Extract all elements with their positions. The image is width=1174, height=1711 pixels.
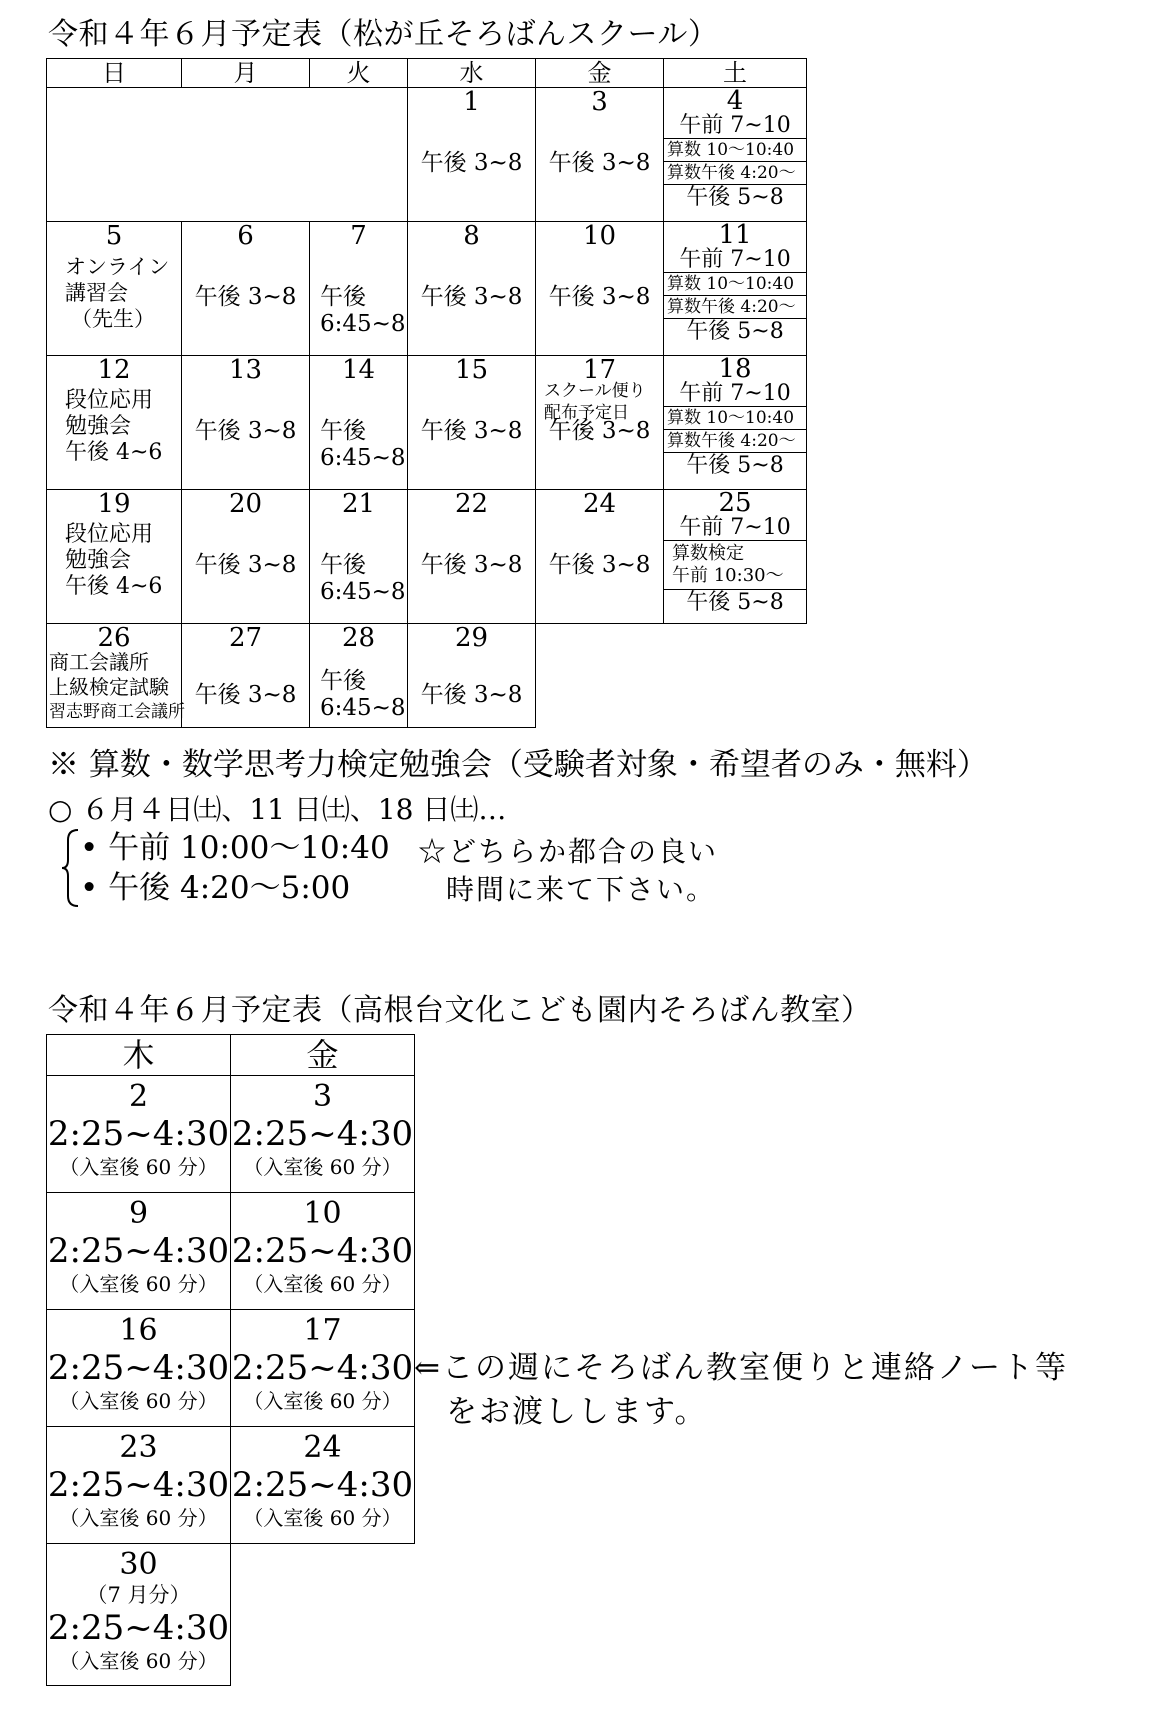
empty-cell (47, 88, 408, 222)
day-number: 1 (463, 87, 480, 117)
day-number: 3 (591, 87, 608, 117)
class-duration: （入室後 60 分） (243, 1272, 402, 1296)
day-hours: 午後 3~8 (194, 418, 297, 444)
class-time: 2:25~4:30 (231, 1348, 414, 1388)
hours-line: 午後 (320, 284, 366, 310)
day-cell (47, 623, 185, 728)
note-line: 午後 4~6 (65, 574, 163, 599)
note-line: オンライン (65, 255, 170, 279)
note-line: 午後 4~6 (65, 440, 163, 465)
kindergarten-calendar (46, 1034, 415, 1686)
day-hours: 午後 3~8 (548, 284, 651, 310)
day-cell (47, 490, 182, 624)
day-cell (182, 624, 310, 728)
day-hours: 午後 3~8 (548, 418, 651, 444)
day-cell (231, 1076, 415, 1193)
blank-cell (536, 624, 664, 728)
day-cell (182, 222, 310, 356)
hours-line: 6:45~8 (320, 445, 406, 471)
sat-math-am: 算数 10～10:40 (664, 272, 806, 295)
note-line: 商工会議所 (49, 650, 149, 674)
class-time: 2:25~4:30 (47, 1114, 230, 1154)
class-time: 2:25~4:30 (47, 1465, 230, 1505)
note-line: 配布予定日 (544, 403, 629, 423)
day-hours: 午後 3~8 (420, 284, 523, 310)
day-number: 24 (582, 489, 617, 519)
note-line: スクール便り (544, 381, 646, 401)
class-time: 2:25~4:30 (231, 1231, 414, 1271)
sat-morning: 午前 7~10 (679, 381, 791, 406)
day-number: 8 (463, 221, 480, 251)
day-number: 10 (582, 221, 617, 251)
choose-note: ☆どちらか都合の良い (418, 835, 719, 868)
sat-morning: 午前 7~10 (679, 515, 791, 540)
weekday-sat: 土 (664, 59, 807, 88)
day-cell (47, 356, 182, 490)
day-number: 6 (237, 221, 254, 251)
day-number: 13 (228, 355, 263, 385)
class-duration: （入室後 60 分） (59, 1155, 218, 1179)
day-number: 5 (105, 221, 123, 251)
day-cell (310, 624, 408, 728)
weekday-thu: 木 (47, 1035, 231, 1076)
day-number: 2 (128, 1079, 149, 1114)
day-number: 10 (303, 1196, 342, 1231)
day-cell (231, 1427, 415, 1544)
day-cell (47, 222, 182, 356)
day-cell (310, 490, 408, 624)
kindergarten-schedule-title: 令和４年６月予定表（高根台文化こども園内そろばん教室） (48, 993, 872, 1028)
saturday-cell (664, 222, 807, 356)
day-cell (47, 1427, 231, 1544)
class-duration: （入室後 60 分） (59, 1272, 218, 1296)
day-number: 12 (97, 355, 131, 385)
day-cell (408, 490, 536, 624)
day-cell (231, 1193, 415, 1310)
day-number: 3 (312, 1079, 333, 1114)
school-schedule-title: 令和４年６月予定表（松が丘そろばんスクール） (48, 17, 719, 52)
day-cell (182, 490, 310, 624)
day-number: 24 (303, 1430, 342, 1465)
day-hours (320, 552, 406, 606)
sat-evening: 午後 5~8 (664, 184, 806, 211)
day-cell (536, 88, 664, 222)
day-cell (536, 356, 664, 490)
month-note: （7 月分） (86, 1583, 191, 1607)
event-note (65, 254, 169, 332)
week-row (47, 356, 807, 490)
day-cell (47, 1544, 231, 1686)
session-am: • 午前 10:00～10:40 (80, 830, 390, 866)
note-line: 勉強会 (65, 548, 132, 573)
day-hours (320, 284, 406, 338)
brace-icon (60, 828, 80, 908)
note-line: （先生） (71, 307, 155, 331)
weekday-fri: 金 (231, 1035, 415, 1076)
class-duration: （入室後 60 分） (243, 1506, 402, 1530)
day-number: 29 (454, 623, 489, 653)
day-number: 21 (341, 489, 376, 519)
hours-line: 6:45~8 (320, 579, 406, 605)
day-hours: 午後 3~8 (194, 682, 297, 708)
saturday-cell (664, 88, 807, 222)
note-line: 段位応用 (65, 522, 154, 547)
week-row (47, 1544, 415, 1686)
week-row (47, 490, 807, 624)
day-cell (310, 222, 408, 356)
day-hours: 午後 3~8 (420, 418, 523, 444)
day-number: 4 (726, 86, 744, 116)
session-pm: • 午後 4:20～5:00 (80, 870, 351, 906)
day-number: 22 (454, 489, 489, 519)
week-row (47, 1076, 415, 1193)
day-number: 9 (128, 1196, 149, 1231)
note-line: 習志野商工会議所 (49, 702, 185, 722)
math-study-note: ※ 算数・数学思考力検定勉強会（受験者対象・希望者のみ・無料） (48, 747, 988, 783)
class-time: 2:25~4:30 (47, 1608, 230, 1648)
day-cell (536, 490, 664, 624)
weekday-header-row (47, 59, 807, 88)
sat-morning: 午前 7~10 (679, 247, 791, 272)
event-note (65, 388, 162, 466)
sat-math-am: 算数 10～10:40 (664, 138, 806, 161)
day-number: 17 (582, 355, 617, 385)
blank-cell (664, 624, 807, 728)
class-time: 2:25~4:30 (231, 1114, 414, 1154)
day-cell (536, 222, 664, 356)
week-row (47, 222, 807, 356)
note-line: 上級検定試験 (49, 675, 169, 699)
day-number: 25 (718, 488, 752, 518)
hours-line: 6:45~8 (320, 311, 406, 337)
class-time: 2:25~4:30 (231, 1465, 414, 1505)
class-duration: （入室後 60 分） (243, 1389, 402, 1413)
sat-math-pm: 算数午後 4:20～ (664, 161, 806, 184)
week-row (47, 624, 807, 728)
day-number: 20 (228, 489, 263, 519)
class-duration: （入室後 60 分） (59, 1389, 218, 1413)
day-cell (310, 356, 408, 490)
week-row (47, 1310, 415, 1427)
day-number: 30 (119, 1547, 158, 1582)
day-number: 7 (350, 221, 367, 251)
math-exam (664, 540, 806, 589)
day-number: 19 (97, 489, 131, 519)
day-cell (408, 624, 536, 728)
sat-math-am: 算数 10～10:40 (664, 406, 806, 429)
day-number: 16 (119, 1313, 158, 1348)
week-row (47, 88, 807, 222)
weekday-mon: 月 (182, 59, 310, 88)
sat-evening: 午後 5~8 (664, 318, 806, 345)
weekday-sun: 日 (47, 59, 182, 88)
choose-note-2: 時間に来て下さい。 (446, 873, 717, 906)
exam-line: 午前 10:30～ (672, 565, 784, 586)
hours-line: 午後 (320, 668, 366, 694)
day-hours (320, 418, 406, 472)
sat-math-pm: 算数午後 4:20～ (664, 295, 806, 318)
class-duration: （入室後 60 分） (59, 1649, 218, 1673)
class-duration: （入室後 60 分） (59, 1506, 218, 1530)
handout-note-2: をお渡しします。 (446, 1394, 708, 1430)
day-number: 15 (454, 355, 489, 385)
day-cell (47, 1193, 231, 1310)
sat-math-pm: 算数午後 4:20～ (664, 429, 806, 452)
day-number: 28 (341, 623, 376, 653)
class-duration: （入室後 60 分） (243, 1155, 402, 1179)
weekday-tue: 火 (310, 59, 408, 88)
day-cell (408, 356, 536, 490)
day-hours (320, 668, 406, 722)
event-note (65, 522, 162, 600)
day-number: 18 (718, 354, 752, 384)
blank-cell (231, 1544, 415, 1686)
hours-line: 午後 (320, 552, 366, 578)
day-number: 23 (119, 1430, 158, 1465)
exam-line: 算数検定 (672, 543, 744, 564)
sat-evening: 午後 5~8 (664, 452, 806, 479)
saturday-cell (664, 356, 807, 490)
day-cell (47, 1310, 231, 1427)
day-hours: 午後 3~8 (194, 552, 297, 578)
day-cell (47, 1076, 231, 1193)
saturday-cell (664, 490, 807, 624)
note-line: 勉強会 (65, 414, 132, 439)
event-note (49, 650, 185, 724)
day-hours: 午後 3~8 (548, 552, 651, 578)
week-row (47, 1427, 415, 1544)
sat-evening: 午後 5~8 (664, 589, 806, 616)
day-hours: 午後 3~8 (420, 552, 523, 578)
sat-morning: 午前 7~10 (679, 113, 791, 138)
note-line: 段位応用 (65, 388, 154, 413)
week-row (47, 1193, 415, 1310)
weekday-fri: 金 (536, 59, 664, 88)
day-number: 14 (341, 355, 376, 385)
hours-line: 午後 (320, 418, 366, 444)
handout-note: ⇐この週にそろばん教室便りと連絡ノート等 (414, 1350, 1069, 1386)
day-cell (182, 356, 310, 490)
weekday-header-row (47, 1035, 415, 1076)
day-cell (408, 88, 536, 222)
day-number: 26 (97, 623, 131, 653)
hours-line: 6:45~8 (320, 695, 406, 721)
day-number: 11 (718, 220, 752, 250)
study-dates: ○ ６月４日㈯、11 日㈯、18 日㈯… (48, 793, 507, 826)
day-number: 27 (228, 623, 263, 653)
weekday-wed: 水 (408, 59, 536, 88)
school-calendar (46, 58, 807, 728)
day-number: 17 (303, 1313, 342, 1348)
class-time: 2:25~4:30 (47, 1231, 230, 1271)
class-time: 2:25~4:30 (47, 1348, 230, 1388)
note-line: 講習会 (65, 281, 128, 305)
day-hours: 午後 3~8 (194, 284, 297, 310)
day-cell (231, 1310, 415, 1427)
day-hours: 午後 3~8 (420, 150, 523, 176)
day-cell (408, 222, 536, 356)
day-hours: 午後 3~8 (420, 682, 523, 708)
day-hours: 午後 3~8 (548, 150, 651, 176)
